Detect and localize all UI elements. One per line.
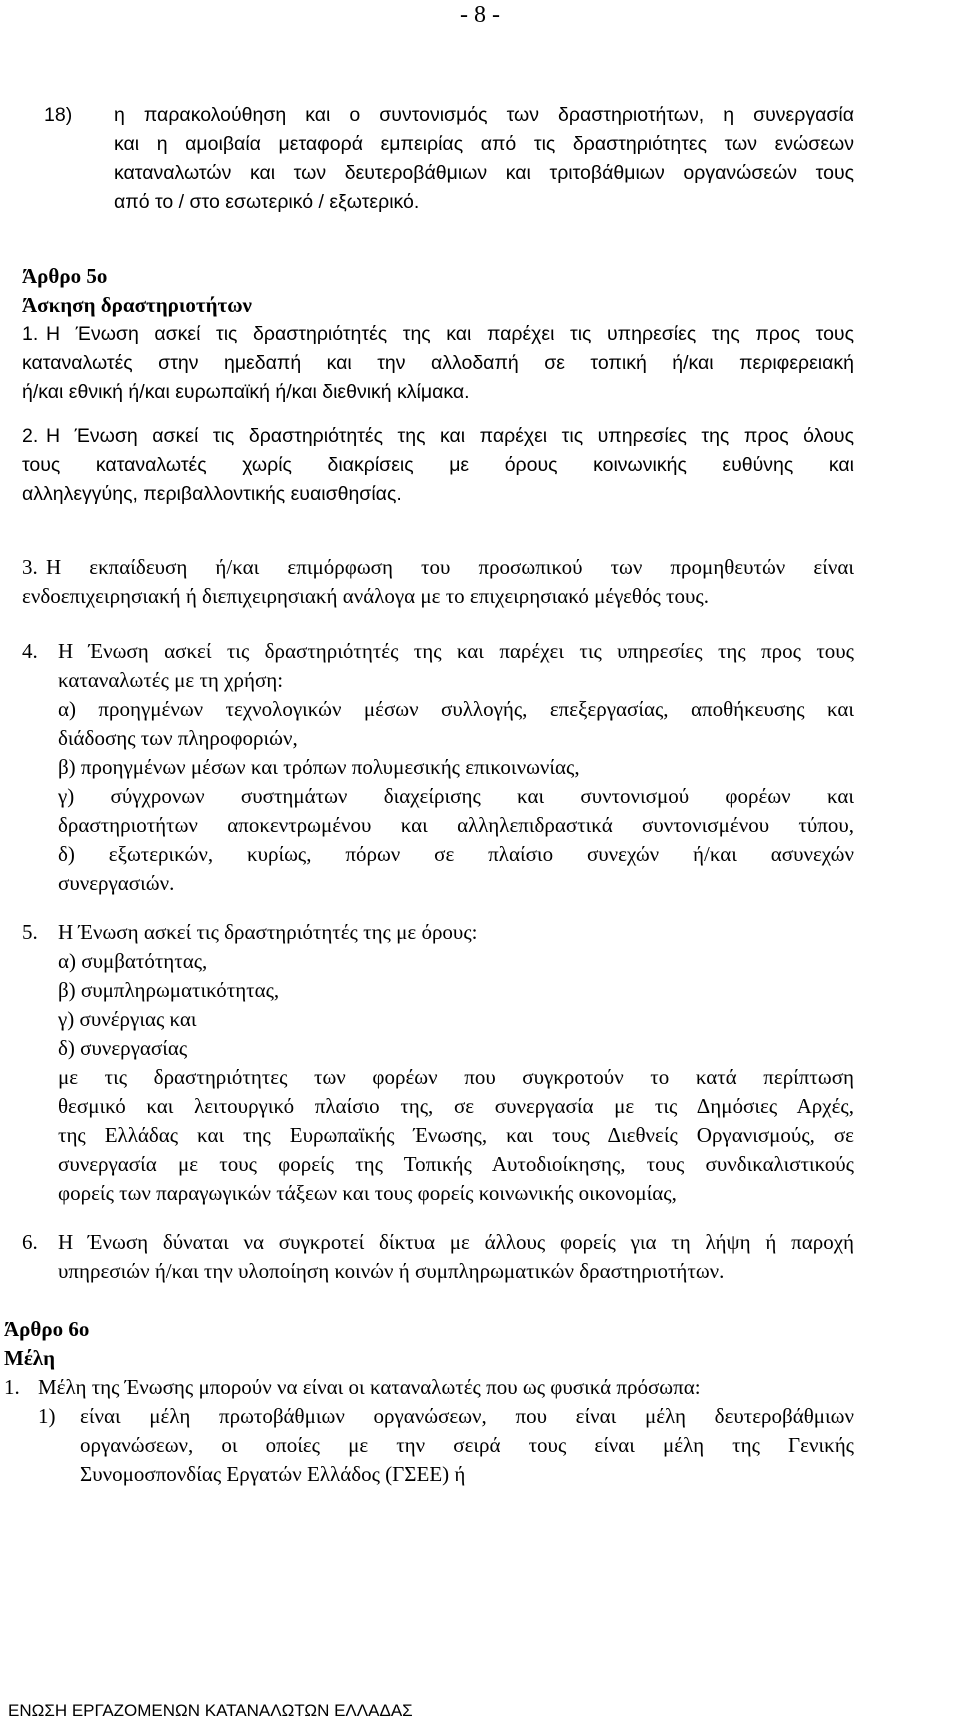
text-line: καταναλωτές με τη χρήση:	[58, 668, 284, 692]
article-5-title: Άρθρο 5ο	[22, 264, 108, 288]
article-5-subtitle: Άσκηση δραστηριοτήτων	[22, 293, 252, 317]
text-line: φορείς των παραγωγικών τάξεων και τους φορείς κοινωνικής οικονομίας,	[58, 1181, 677, 1205]
text-line: Η Ένωση ασκεί τις δραστηριότητές της και παρέχει τις υπηρεσίες της προς τους	[46, 323, 854, 345]
text-line: συνεργασιών.	[58, 871, 175, 895]
list-item: β) προηγμένων μέσων και τρόπων πολυμεσικής επικοινωνίας,	[58, 755, 580, 779]
article-6-paragraph-1-number: 1.	[4, 1375, 20, 1399]
text-line: δραστηριοτήτων αποκεντρωμένου και αλληλεπιδραστικά συντονισμένου τύπου,	[58, 813, 854, 837]
text-line: ενδοεπιχειρησιακή ή διεπιχειρησιακή ανάλογα με το επιχειρησιακό μέγεθός τους.	[22, 584, 709, 608]
article-5-paragraph-6	[58, 1228, 854, 1286]
item-18-number: 18)	[44, 104, 73, 126]
text-line: η παρακολούθηση και ο συντονισμός των δραστηριοτήτων, η συνεργασία	[114, 104, 854, 126]
list-item: γ) σύγχρονων συστημάτων διαχείρισης και συντονισμού φορέων και	[58, 784, 854, 808]
text-line: καταναλωτές στην ημεδαπή και την αλλοδαπή σε τοπική ή/και περιφερειακή	[22, 352, 854, 374]
article-5-paragraph-4-number: 4.	[22, 639, 38, 663]
footer-organization-name: ΕΝΩΣΗ ΕΡΓΑΖΟΜΕΝΩΝ ΚΑΤΑΝΑΛΩΤΩΝ ΕΛΛΑΔΑΣ	[8, 1701, 413, 1720]
article-6-subitem-1-number: 1)	[38, 1404, 56, 1428]
text-line: συνεργασία με τους φορείς της Τοπικής Αυτοδιοίκησης, τους συνδικαλιστικούς	[58, 1152, 854, 1176]
article-6-subtitle: Μέλη	[4, 1346, 56, 1370]
article-5-paragraph-4	[58, 637, 854, 898]
article-5-paragraph-3	[46, 553, 854, 582]
article-5-paragraph-3-continued	[22, 582, 854, 611]
text-line: Η Ένωση δύναται να συγκροτεί δίκτυα με άλλους φορείς για τη λήψη ή παροχή	[58, 1230, 854, 1254]
text-line: θεσμικό και λειτουργικό πλαίσιο της, σε συνεργασία με τις Δημόσιες Αρχές,	[58, 1094, 854, 1118]
list-item: δ) συνεργασίας	[58, 1036, 188, 1060]
list-item: β) συμπληρωματικότητας,	[58, 978, 280, 1002]
text-line: της Ελλάδας και της Ευρωπαϊκής Ένωσης, και τους Διεθνείς Οργανισμούς, σε	[58, 1123, 854, 1147]
text-line: Μέλη της Ένωσης μπορούν να είναι οι καταναλωτές που ως φυσικά πρόσωπα:	[38, 1375, 701, 1399]
article-5-paragraph-1-continued	[22, 349, 854, 407]
list-item: α) συμβατότητας,	[58, 949, 208, 973]
article-5-paragraph-2	[46, 422, 854, 451]
text-line: Η εκπαίδευση ή/και επιμόρφωση του προσωπικού των προμηθευτών είναι	[46, 555, 854, 579]
text-line: Συνομοσπονδίας Εργατών Ελλάδος (ΓΣΕΕ) ή	[80, 1462, 466, 1486]
text-line: οργανώσεων, οι οποίες με την σειρά τους είναι μέλη της Γενικής	[80, 1433, 854, 1457]
article-6-title: Άρθρο 6ο	[4, 1317, 90, 1341]
text-line: και η αμοιβαία μεταφορά εμπειρίας από τις δραστηριότητες των ενώσεων	[114, 133, 854, 155]
article-5-paragraph-1-number: 1.	[22, 323, 39, 345]
text-line: διάδοσης των πληροφοριών,	[58, 726, 298, 750]
list-item: γ) συνέργιας και	[58, 1007, 197, 1031]
text-line: καταναλωτών και των δευτεροβάθμιων και τριτοβάθμιων οργανώσεών τους	[114, 162, 854, 184]
article-5-paragraph-6-number: 6.	[22, 1230, 38, 1254]
article-5-paragraph-2-continued	[22, 451, 854, 509]
article-6-paragraph-1	[38, 1373, 858, 1402]
text-line: από το / στο εσωτερικό / εξωτερικό.	[114, 191, 420, 213]
text-line: Η Ένωση ασκεί τις δραστηριότητές της και παρέχει τις υπηρεσίες της προς όλους	[46, 425, 854, 447]
text-line: είναι μέλη πρωτοβάθμιων οργανώσεων, που είναι μέλη δευτεροβάθμιων	[80, 1404, 854, 1428]
list-item: δ) εξωτερικών, κυρίως, πόρων σε πλαίσιο συνεχών ή/και ασυνεχών	[58, 842, 854, 866]
article-5-paragraph-1	[46, 320, 854, 349]
item-18-text	[114, 101, 854, 217]
article-5-paragraph-5	[58, 918, 854, 1208]
text-line: υπηρεσιών ή/και την υλοποίηση κοινών ή συμπληρωματικών δραστηριοτήτων.	[58, 1259, 725, 1283]
text-line: ή/και εθνική ή/και ευρωπαϊκή ή/και διεθνική κλίμακα.	[22, 381, 470, 403]
article-5-paragraph-2-number: 2.	[22, 425, 39, 447]
article-5-paragraph-3-number: 3.	[22, 555, 38, 579]
text-line: Η Ένωση ασκεί τις δραστηριότητές της με όρους:	[58, 920, 478, 944]
text-line: τους καταναλωτές χωρίς διακρίσεις με όρους κοινωνικής ευθύνης και	[22, 454, 854, 476]
article-5-paragraph-5-number: 5.	[22, 920, 38, 944]
page-number: - 8 -	[460, 2, 500, 28]
text-line: με τις δραστηριότητες των φορέων που συγκροτούν το κατά περίπτωση	[58, 1065, 854, 1089]
text-line: Η Ένωση ασκεί τις δραστηριότητές της και παρέχει τις υπηρεσίες της προς τους	[58, 639, 854, 663]
article-6-subitem-1	[80, 1402, 854, 1489]
list-item: α) προηγμένων τεχνολογικών μέσων συλλογής, επεξεργασίας, αποθήκευσης και	[58, 697, 854, 721]
text-line: αλληλεγγύης, περιβαλλοντικής ευαισθησίας.	[22, 483, 402, 505]
